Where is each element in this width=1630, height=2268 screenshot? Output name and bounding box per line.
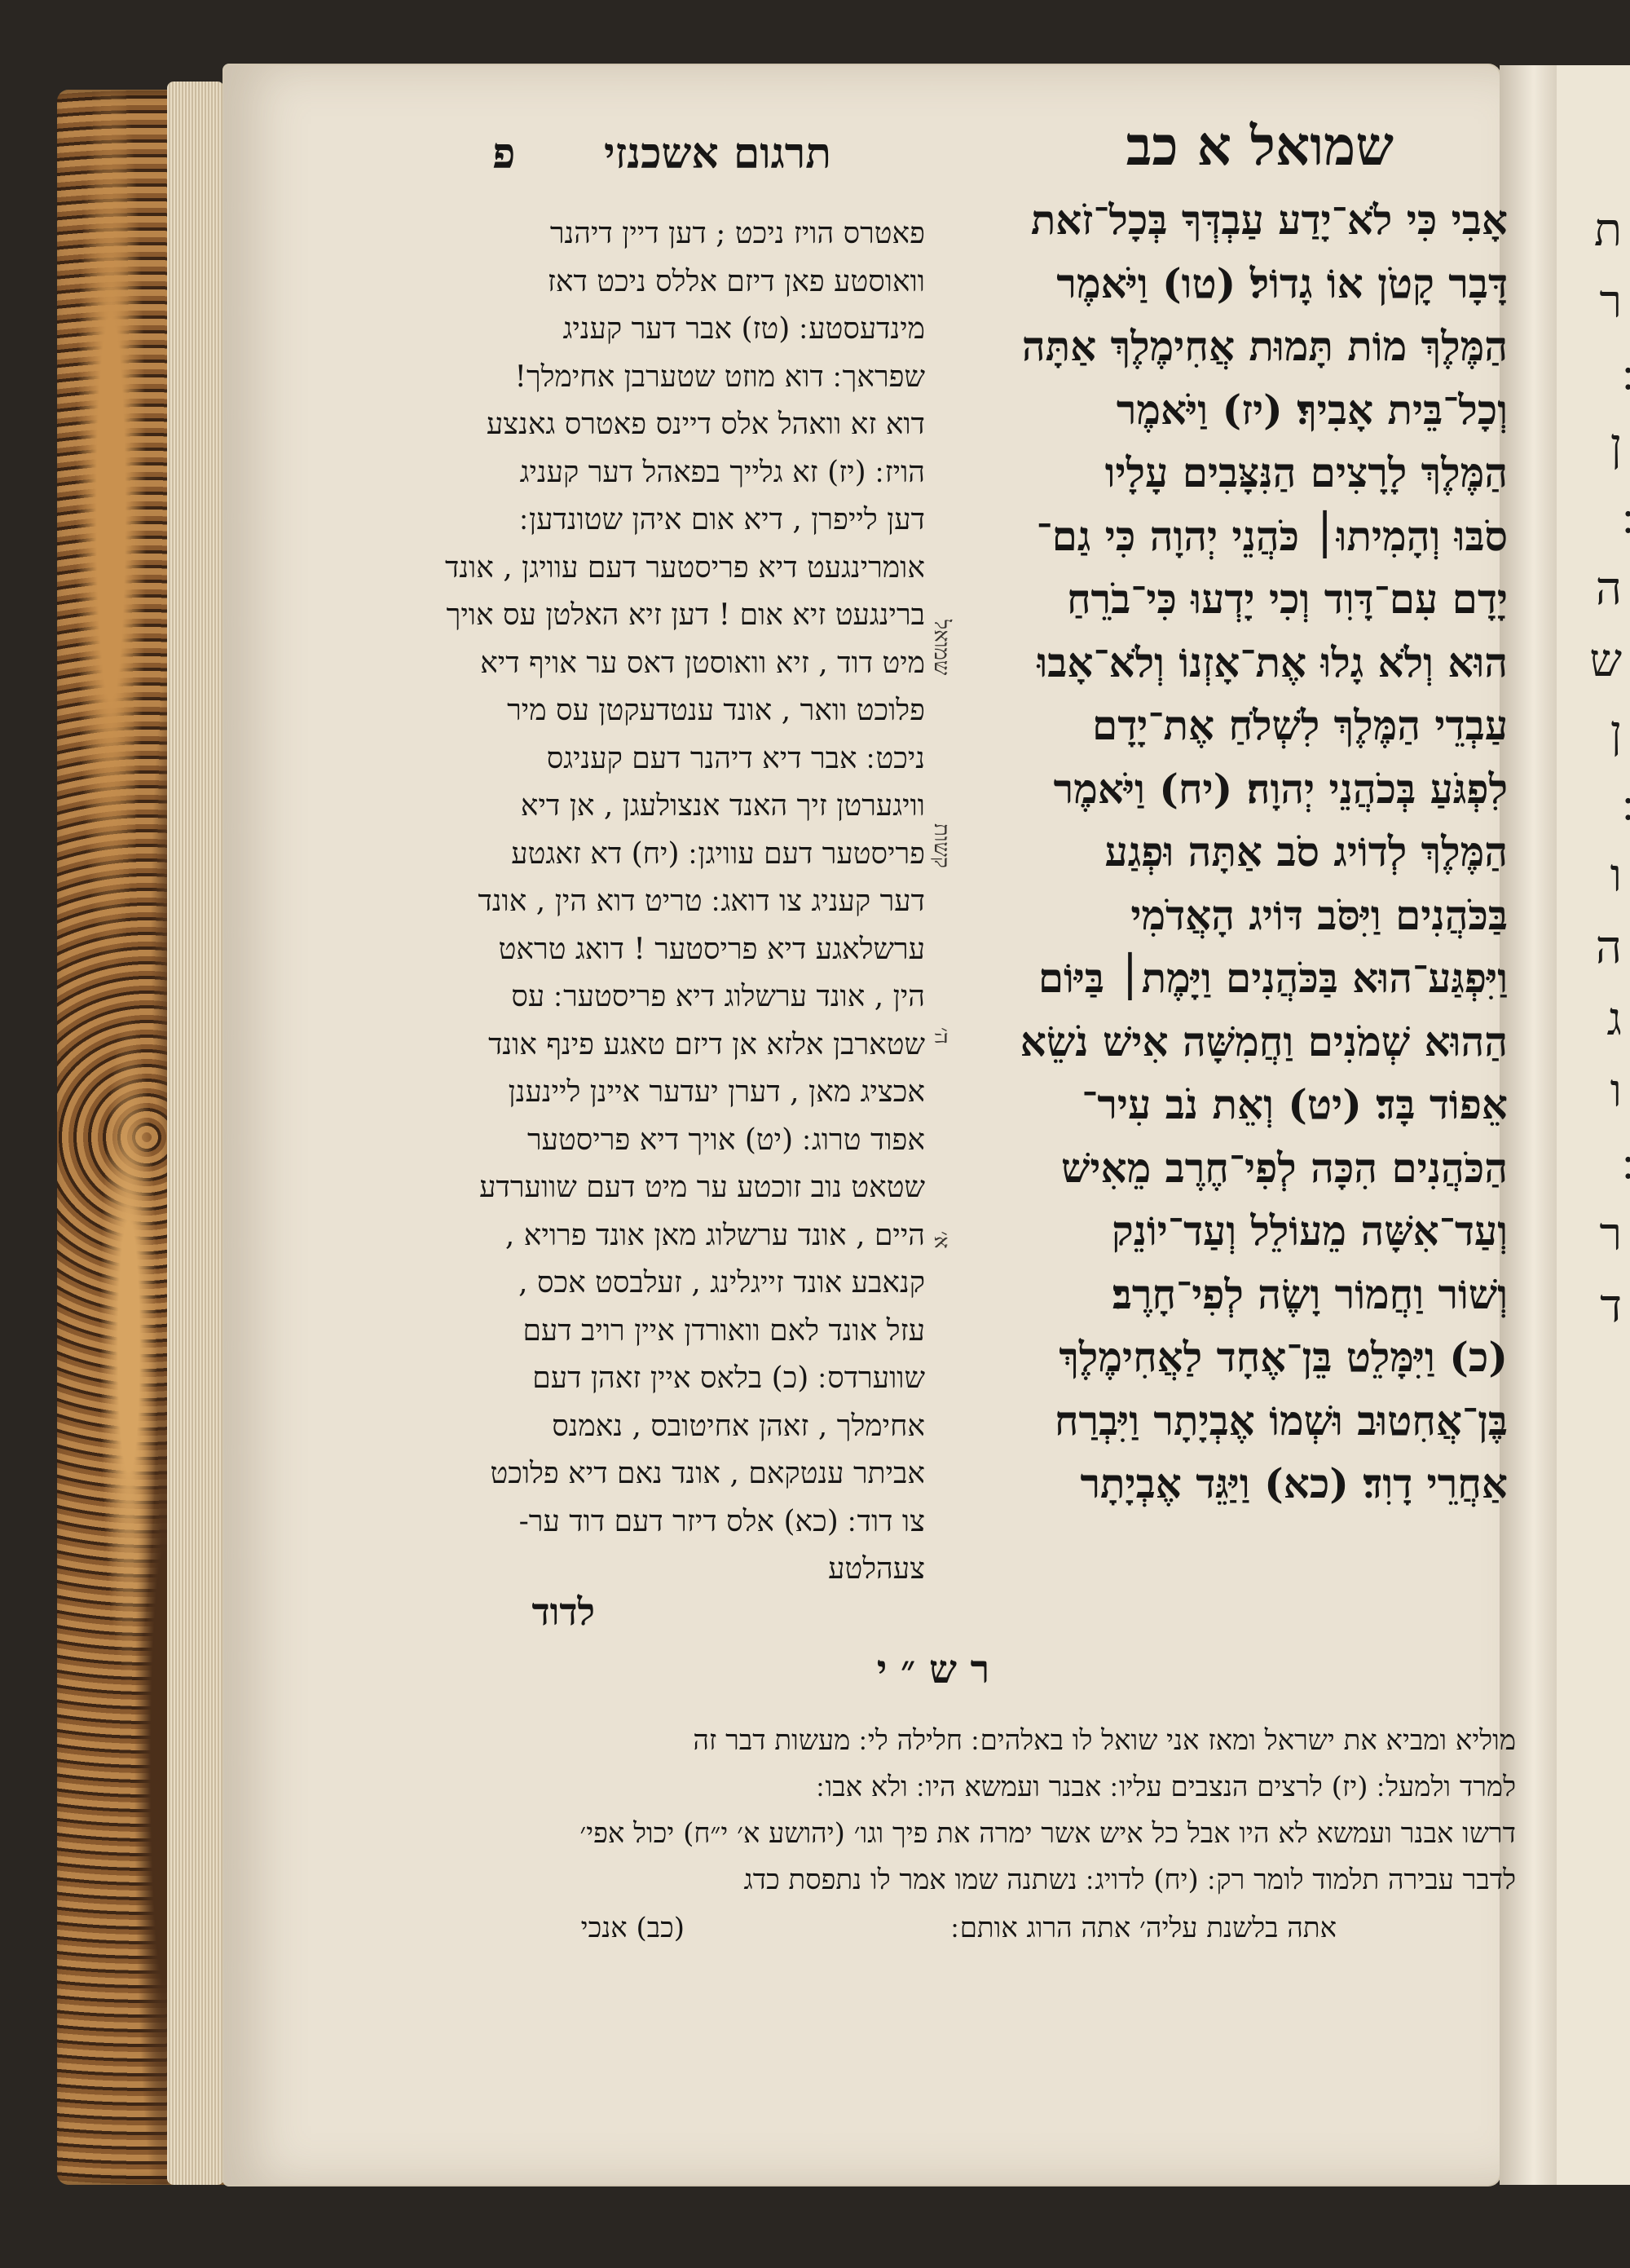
yiddish-line: אביתר ענטקאם , אונד נאם דיא פלוכט [490, 1457, 925, 1490]
rashi-line: (כב) אנכי [580, 1912, 685, 1944]
yiddish-line: צו דוד ׃ (כא) אלס דיזר דעם דוד ער- [518, 1504, 925, 1538]
yiddish-line: דוא זא וואהל אלס דיינס פאטרס גאנצע [486, 408, 925, 441]
next-page-letter: ר [1599, 1208, 1622, 1261]
yiddish-line: הויז ׃ (יז) זא גלייך בפאהל דער קעניג [519, 455, 925, 489]
yiddish-line: הין , אונד ערשלוג דיא פריסטער ׃ עס [511, 980, 925, 1013]
hebrew-line: לִפְגֹּעַ בְּכֹהֲנֵי יְהוָה׃ (יח) וַיֹּאמֶר [1053, 764, 1508, 813]
hebrew-line: בֶּן־אֲחִטוּב וּשְׁמוֹ אֶבְיָתָר וַיִּבְרַח [1054, 1396, 1508, 1445]
next-page-letter: ו [1610, 849, 1622, 902]
next-page-letter: ו [1610, 1065, 1622, 1118]
yiddish-line: דער קעניג צו דואג ׃ טריט דוא הין , אונד [478, 885, 925, 918]
hebrew-line: הוּא וְלֹא גָלוּ אֶת־אָזְנוֹ וְלֹא־אָבוּ [1037, 638, 1508, 686]
yiddish-line: שווערדס ׃ (כ) בלאס איין זאהן דעם [532, 1361, 925, 1395]
yiddish-line: אחימלך , זאהן אחיטובס , נאמנס [552, 1409, 925, 1443]
yiddish-line: וואוסטע פאן דיזם אללס ניכט דאז [547, 264, 925, 298]
yiddish-line: מיט דוד , זיא וואוסטן דאס ער אויף דיא [480, 646, 925, 680]
yiddish-line: שטאט נוב זוכטע ער מיט דעם שווערדע [479, 1171, 925, 1204]
yiddish-line: שטארבן אלזא אן דיזם טאגע פינף אונד [488, 1027, 925, 1061]
next-page-edge [1557, 65, 1630, 2185]
yiddish-line: דען לייפרן , דיא אום איהן שטונדען ׃ [519, 503, 925, 536]
yiddish-line: שפראך ׃ דוא מוזט שטערבן אחימלך! [514, 360, 925, 394]
hebrew-line: הַמֶּלֶךְ לָרָצִים הַנִּצָּבִים עָלָיו [1104, 448, 1508, 496]
rashi-line: מוליא ומביא את ישראל ומאז אני שואל לו באלהים ׃ חלילה לי ׃ מעשות דבר זה [693, 1724, 1516, 1757]
hebrew-line: סֹבּוּ וְהָמִיתוּ׀ כֹּהֲנֵי יְהוָה כִּי גַם־ [1036, 511, 1508, 560]
catchword: לדוד [531, 1590, 595, 1634]
next-page-letter: ג [1606, 993, 1622, 1046]
margin-note: א׳ [929, 1231, 954, 1249]
yiddish-line: פלוכט וואר , אונד ענטדעקטן עס מיר [507, 694, 925, 727]
rashi-heading: ר ש ״ י [876, 1647, 990, 1692]
yiddish-line: היים , אונד ערשלוג מאן אונד פרויא , [504, 1218, 925, 1252]
next-page-letter: ד [1600, 1280, 1622, 1333]
next-page-letter: ן [1610, 419, 1622, 472]
rashi-last-line: אתה בלשנת עליה׳ אתה הרוג אותם ׃ [950, 1912, 1337, 1944]
yiddish-line: צעהלטע [828, 1552, 925, 1586]
yiddish-line: קנאבע אונד זייגלינג , זעלבסט אכס , [518, 1266, 925, 1299]
yiddish-line: אכציג מאן , דערן יעדער איינן ליינענן [508, 1075, 925, 1109]
hebrew-line: אַחֲרֵי דָוִד׃ (כא) וַיַּגֵּד אֶבְיָתָר [1080, 1459, 1508, 1507]
yiddish-line: פאטרס הויז ניכט ; דען דיין דיהנר [549, 217, 925, 250]
rashi-line: דרשו אבנר ועמשא לא היו אבל כל איש אשר ימרה את פיך וגו׳ (יהושע א׳ י״ח) יכול אפי׳ [579, 1817, 1516, 1850]
hebrew-line: הַכֹּהֲנִים הִכָּה לְפִי־חֶרֶב מֵאִישׁ [1060, 1143, 1508, 1192]
hebrew-line: אֵפוֹד בָּד׃ (יט) וְאֵת נֹב עִיר־ [1082, 1080, 1508, 1128]
rashi-line: לדבר עבירה תלמוד לומר רק ׃ (יח) לדויג ׃ נשתנה שמו אמר לו נתפסת כדג [743, 1864, 1516, 1896]
next-page-letter: ן [1610, 706, 1622, 759]
next-page-letter: ש [1589, 634, 1622, 687]
yiddish-line: ניכט ׃ אבר דיא דיהנר דעם קעניגס [546, 741, 925, 775]
yiddish-line: פריסטער דעם עוויגן ׃ (יח) דא זאגטע [511, 836, 925, 871]
next-page-letter: ת [1593, 204, 1622, 257]
hebrew-line: הַמֶּלֶךְ לְדוֹיג סֹב אַתָּה וּפְגַע [1104, 827, 1508, 876]
hebrew-line: הַמֶּלֶךְ מוֹת תָּמוּת אֲחִימֶלֶךְ אַתָּה [1021, 322, 1508, 370]
yiddish-line: ערשלאגע דיא פריסטער ! דואג טראט [498, 932, 925, 966]
rashi-line: למרד ולמעל ׃ (יז) לרצים הנצבים עליו ׃ אבנר ועמשא היו ׃ ולא אבו ׃ [816, 1771, 1516, 1803]
hebrew-line: (כ) וַיִּמָּלֵט בֵּן־אֶחָד לַאֲחִימֶלֶךְ [1059, 1333, 1508, 1381]
next-page-letter: ר [1599, 276, 1622, 329]
running-head-translation [408, 129, 831, 179]
running-head-translation-title: תרגום אשכנזי [604, 129, 831, 179]
next-page-letter: ה [1595, 921, 1622, 974]
hebrew-line: וַיִּפְגַּע־הוּא בַּכֹּהֲנִים וַיָּמֶת׀ בַּיּוֹם [1037, 954, 1508, 1002]
hebrew-line: עַבְדֵי הַמֶּלֶךְ לִשְׁלֹחַ אֶת־יָדָם [1092, 701, 1508, 749]
hebrew-line: אָבִי כִּי לֹא־יָדַע עַבְדְּךָ בְּכָל־זֹאת [1030, 196, 1508, 244]
yiddish-line: ברינגעט זיא אום ! דען זיא האלטן עס אויך [446, 598, 925, 632]
running-head-book: שמואל א כב [1126, 114, 1394, 178]
margin-note: שמואל [929, 620, 954, 676]
hebrew-line: יָדָם עִם־דָּוִד וְכִי יָדְעוּ כִּי־בֹרֵחַ [1066, 575, 1508, 623]
hebrew-line: וְכָל־בֵּית אָבִיךָ׃ (יז) וַיֹּאמֶר [1116, 385, 1508, 434]
margin-note: קשות [929, 823, 954, 868]
page-letter: פ [492, 129, 516, 179]
hebrew-line: וְעַד־אִשָּׁה מֵעוֹלֵל וְעַד־יוֹנֵק [1111, 1207, 1508, 1255]
hebrew-line: דָּבָר קָטֹן אוֹ גָדוֹל׃ (טו) וַיֹּאמֶר [1056, 258, 1508, 307]
yiddish-line: וויגערטן זיך האנד אנצולעגן , אן דיא [520, 789, 925, 823]
hebrew-line: וְשׁוֹר וַחֲמוֹר וָשֶׂה לְפִי־חָרֶב׃ [1112, 1269, 1508, 1318]
hebrew-line: הַהוּא שְׁמֹנִים וַחֲמִשָּׁה אִישׁ נֹשֵׂא [1020, 1017, 1508, 1066]
next-page-letter: ה [1595, 563, 1622, 616]
yiddish-line: עזל אונד לאם וואורדן איין רויב דעם [522, 1313, 925, 1348]
hebrew-line: בַּכֹּהֲנִים וַיִּסֹּב דּוֹיג הָאֲדֹמִי [1130, 890, 1508, 939]
page-edges [167, 82, 224, 2185]
yiddish-line: אומרינגעט דיא פריסטער דעם עוויגן , אונד [445, 550, 925, 585]
yiddish-line: מינדעסטע ׃ (טז) אבר דער קעניג [562, 312, 925, 346]
margin-note: ה׳ [929, 1027, 954, 1044]
yiddish-line: אפוד טרוג ׃ (יט) אויך דיא פריסטער [526, 1123, 925, 1157]
